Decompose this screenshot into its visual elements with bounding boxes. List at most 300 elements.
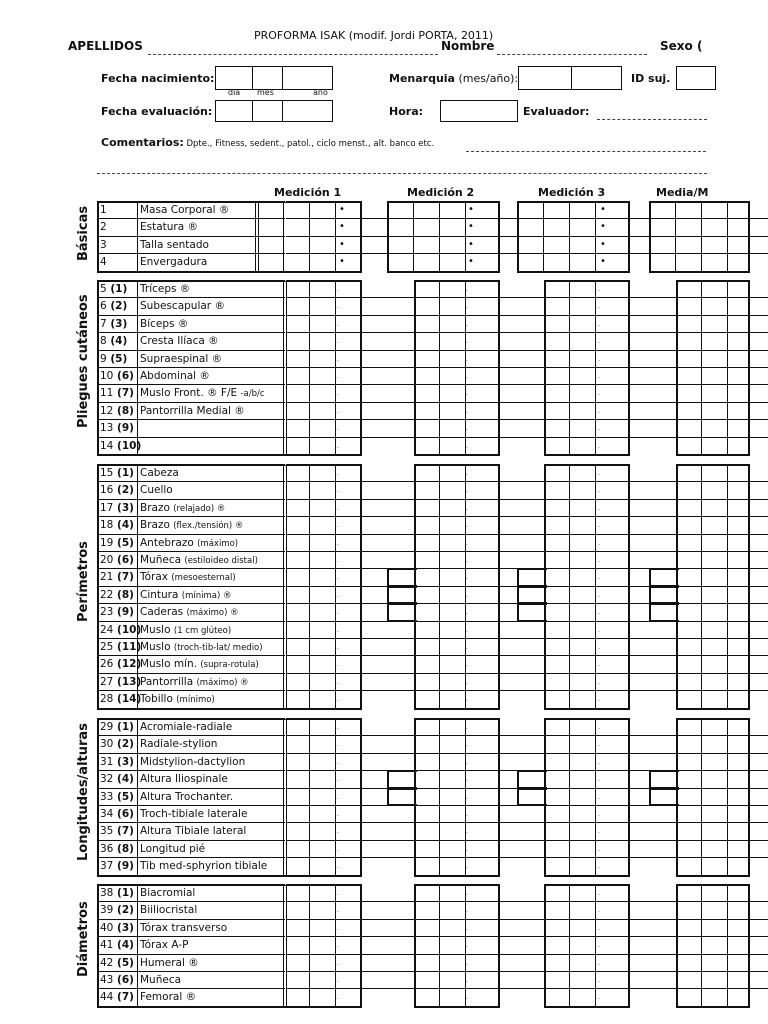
measure-label-34: Troch-tibiale laterale: [140, 808, 248, 820]
decimal-dot: .: [337, 845, 339, 853]
col-line: [283, 280, 284, 456]
decimal-dot: .: [598, 609, 600, 617]
decimal-dot: •: [339, 256, 345, 268]
row-number: 40 (3): [100, 921, 134, 934]
decimal-dot: .: [337, 811, 339, 818]
evaluador-field[interactable]: [597, 119, 707, 120]
row-number: 25 (11): [100, 641, 142, 653]
decimal-dot: .: [466, 724, 468, 731]
measure-label-31: Midstylion-dactylion: [140, 755, 246, 768]
decimal-dot: .: [466, 776, 468, 784]
decimal-dot: .: [466, 539, 468, 547]
measure-input-15[interactable]: [285, 464, 286, 465]
measure-label-15: Cabeza: [140, 467, 179, 479]
decimal-dot: .: [598, 574, 600, 582]
measure-input-35[interactable]: [285, 822, 286, 823]
measure-label-16: Cuello: [140, 484, 173, 497]
decimal-dot: .: [337, 977, 339, 984]
medicion-3-extra-cell[interactable]: [517, 586, 547, 604]
decimal-dot: .: [337, 741, 339, 749]
col-line: [569, 718, 570, 877]
section-title-3: Longitudes/alturas: [76, 723, 91, 862]
fecha-evaluacion-field[interactable]: [215, 100, 333, 122]
decimal-dot: .: [337, 373, 339, 380]
measure-input-17[interactable]: [285, 499, 286, 500]
measure-label-6: Subescapular ®: [140, 300, 225, 313]
col-line: [439, 718, 440, 877]
apellidos-field[interactable]: [148, 54, 438, 55]
measure-label-4: Envergadura: [140, 256, 208, 269]
medicion-3-extra-cell[interactable]: [517, 770, 547, 788]
row-number: 31 (3): [100, 755, 134, 768]
measure-label-25: Muslo (troch-tib-lat/ medio): [140, 641, 263, 653]
decimal-dot: .: [337, 793, 339, 801]
medicion-2-extra-cell[interactable]: [387, 586, 417, 604]
decimal-dot: .: [598, 407, 600, 415]
measure-input-2[interactable]: [285, 218, 286, 219]
decimal-dot: .: [598, 758, 600, 766]
decimal-dot: .: [466, 425, 468, 433]
decimal-dot: .: [598, 741, 600, 749]
decimal-dot: .: [466, 286, 468, 293]
measure-label-27: Pantorrilla (máximo) ®: [140, 675, 249, 688]
decimal-dot: .: [598, 661, 600, 669]
measure-input-40[interactable]: [285, 919, 286, 920]
decimal-dot: .: [598, 591, 600, 599]
medicion-3-block-1[interactable]: [544, 280, 630, 456]
media-block-3[interactable]: [676, 718, 750, 877]
row-number: 12 (8): [100, 404, 134, 417]
id-sujeto-label: ID suj.: [631, 72, 671, 85]
measure-label-21: Tórax (mesoesternal): [140, 571, 236, 584]
row-number: 41 (4): [100, 939, 134, 952]
decimal-dot: .: [598, 811, 600, 818]
measure-input-32[interactable]: [285, 770, 286, 771]
decimal-dot: .: [598, 959, 600, 967]
decimal-dot: .: [598, 373, 600, 380]
decimal-dot: .: [466, 890, 468, 897]
decimal-dot: .: [337, 320, 339, 328]
row-number: 17 (3): [100, 501, 134, 514]
measure-input-10[interactable]: [285, 367, 286, 368]
col-line: [283, 718, 284, 877]
decimal-dot: .: [466, 373, 468, 380]
measure-input-6[interactable]: [285, 297, 286, 298]
measure-label-9: Supraespinal ®: [140, 352, 223, 365]
col-line: [543, 201, 544, 273]
measure-input-29[interactable]: [285, 718, 286, 719]
measure-input-25[interactable]: [285, 638, 286, 639]
decimal-dot: .: [466, 994, 468, 1002]
measure-input-18[interactable]: [285, 516, 286, 517]
decimal-dot: .: [598, 338, 600, 346]
section-title-0: Básicas: [76, 205, 91, 261]
measure-label-43: Muñeca: [140, 974, 182, 986]
media-block-0[interactable]: [649, 201, 750, 273]
measure-label-41: Tórax A-P: [140, 939, 189, 952]
col-line: [569, 280, 570, 456]
measure-input-27[interactable]: [285, 673, 286, 674]
decimal-dot: .: [466, 338, 468, 346]
col-line: [701, 280, 702, 456]
media-extra-cell[interactable]: [649, 770, 679, 788]
nombre-field[interactable]: [497, 54, 647, 55]
sexo-label: Sexo (: [660, 39, 703, 53]
measure-input-4[interactable]: [285, 253, 286, 254]
menarquia-field[interactable]: [518, 66, 622, 90]
col-line: [727, 201, 728, 273]
decimal-dot: .: [466, 793, 468, 801]
separator-line: [97, 173, 707, 174]
decimal-dot: .: [598, 470, 600, 477]
measure-input-44[interactable]: [285, 988, 286, 989]
decimal-dot: .: [337, 890, 339, 897]
decimal-dot: •: [339, 221, 345, 233]
decimal-dot: .: [337, 758, 339, 766]
medicion-3-extra-cell[interactable]: [517, 603, 547, 621]
measure-label-22: Cintura (mínima) ®: [140, 588, 232, 601]
measure-input-1[interactable]: [285, 201, 286, 202]
medicion-2-header: Medición 2: [407, 186, 475, 199]
mes-label: mes: [257, 88, 274, 97]
decimal-dot: .: [337, 591, 339, 599]
measure-label-24: Muslo (1 cm glúteo): [140, 623, 232, 636]
medicion-2-block-0[interactable]: [387, 201, 500, 273]
decimal-dot: .: [598, 644, 600, 651]
fecha-evaluacion-label: Fecha evaluación:: [101, 105, 213, 118]
measure-input-13[interactable]: [285, 419, 286, 420]
decimal-dot: .: [598, 320, 600, 328]
media-header: Media/M: [656, 186, 709, 199]
decimal-dot: .: [598, 845, 600, 853]
decimal-dot: .: [598, 863, 600, 871]
decimal-dot: .: [598, 977, 600, 984]
comentarios-label: Comentarios: Dpte., Fitness, sedent., patol., ciclo menst., alt. banco etc.: [101, 136, 435, 149]
row-number: 36 (8): [100, 842, 134, 855]
decimal-dot: .: [598, 696, 600, 704]
decimal-dot: .: [598, 286, 600, 293]
medicion-2-extra-cell[interactable]: [387, 568, 417, 586]
measure-input-26[interactable]: [285, 655, 286, 656]
decimal-dot: .: [598, 942, 600, 950]
row-number: 9 (5): [100, 352, 128, 365]
decimal-dot: .: [466, 504, 468, 512]
decimal-dot: .: [337, 661, 339, 669]
measure-label-36: Longitud pié: [140, 842, 206, 855]
decimal-dot: .: [337, 696, 339, 704]
decimal-dot: .: [466, 942, 468, 950]
comentarios-field[interactable]: [466, 151, 706, 152]
decimal-dot: .: [598, 793, 600, 801]
row-number: 34 (6): [100, 808, 134, 820]
decimal-dot: .: [466, 907, 468, 915]
decimal-dot: .: [598, 425, 600, 433]
measure-input-7[interactable]: [285, 315, 286, 316]
decimal-dot: .: [466, 863, 468, 871]
decimal-dot: .: [466, 320, 468, 328]
decimal-dot: •: [600, 238, 606, 250]
col-line: [727, 718, 728, 877]
decimal-dot: .: [337, 924, 339, 932]
decimal-dot: .: [466, 609, 468, 617]
measure-input-14[interactable]: [285, 437, 286, 438]
decimal-dot: .: [337, 724, 339, 731]
measure-label-11: Muslo Front. ® F/E -a/b/c: [140, 387, 265, 400]
decimal-dot: .: [466, 758, 468, 766]
decimal-dot: .: [598, 442, 600, 450]
row-number: 2: [100, 221, 107, 234]
col-line: [439, 201, 440, 273]
medicion-2-block-1[interactable]: [414, 280, 500, 456]
ano-label: ano: [313, 88, 328, 97]
decimal-dot: .: [466, 977, 468, 984]
row-number: 24 (10): [100, 623, 142, 636]
decimal-dot: .: [466, 626, 468, 634]
decimal-dot: .: [337, 522, 339, 530]
measure-input-39[interactable]: [285, 901, 286, 902]
measure-label-44: Femoral ®: [140, 991, 197, 1004]
decimal-dot: .: [466, 303, 468, 311]
measure-input-33[interactable]: [285, 788, 286, 789]
measure-input-31[interactable]: [285, 753, 286, 754]
decimal-dot: •: [600, 256, 606, 268]
measure-input-11[interactable]: [285, 384, 286, 385]
row-number: 11 (7): [100, 387, 134, 400]
row-number: 23 (9): [100, 606, 134, 619]
decimal-dot: .: [598, 828, 600, 836]
measure-label-10: Abdominal ®: [140, 370, 210, 382]
measure-label-42: Humeral ®: [140, 956, 199, 969]
row-number: 20 (6): [100, 554, 134, 566]
medicion-3-extra-cell[interactable]: [517, 788, 547, 806]
decimal-dot: .: [598, 522, 600, 530]
section-title-1: Pliegues cutáneos: [76, 294, 91, 429]
measure-input-37[interactable]: [285, 857, 286, 858]
row-number: 1: [100, 204, 107, 216]
col-line: [465, 201, 466, 273]
measure-label-8: Cresta Ilíaca ®: [140, 335, 219, 348]
medicion-3-extra-cell[interactable]: [517, 568, 547, 586]
id-sujeto-field[interactable]: [676, 66, 716, 90]
measure-label-5: Tríceps ®: [140, 283, 191, 295]
col-line: [595, 718, 596, 877]
decimal-dot: .: [598, 890, 600, 897]
decimal-dot: .: [598, 390, 600, 398]
measure-input-24[interactable]: [285, 621, 286, 622]
decimal-dot: .: [466, 845, 468, 853]
row-number: 37 (9): [100, 860, 134, 873]
col-line: [335, 280, 336, 456]
decimal-dot: .: [466, 811, 468, 818]
decimal-dot: .: [598, 907, 600, 915]
measure-input-34[interactable]: [285, 805, 286, 806]
col-line: [335, 201, 336, 273]
decimal-dot: .: [337, 487, 339, 495]
decimal-dot: .: [337, 828, 339, 836]
decimal-dot: .: [337, 557, 339, 564]
medicion-3-block-3[interactable]: [544, 718, 630, 877]
decimal-dot: .: [466, 591, 468, 599]
row-number: 16 (2): [100, 484, 134, 497]
decimal-dot: .: [337, 286, 339, 293]
col-line: [569, 201, 570, 273]
measure-input-5[interactable]: [285, 280, 286, 281]
dia-label: dia: [228, 88, 241, 97]
row-line: [97, 437, 768, 438]
evaluador-label: Evaluador:: [523, 105, 590, 118]
decimal-dot: .: [466, 487, 468, 495]
decimal-dot: •: [339, 238, 345, 250]
col-line: [309, 201, 310, 273]
decimal-dot: .: [337, 626, 339, 634]
col-line: [413, 201, 414, 273]
col-line: [595, 280, 596, 456]
row-number: 29 (1): [100, 721, 134, 733]
measure-input-8[interactable]: [285, 332, 286, 333]
row-number: 39 (2): [100, 904, 134, 917]
measure-input-42[interactable]: [285, 954, 286, 955]
measure-label-18: Brazo (flex./tensión) ®: [140, 519, 244, 532]
col-line: [595, 201, 596, 273]
measure-input-12[interactable]: [285, 402, 286, 403]
decimal-dot: .: [466, 557, 468, 564]
row-number: 22 (8): [100, 588, 134, 601]
decimal-dot: .: [466, 661, 468, 669]
row-number: 42 (5): [100, 956, 134, 969]
decimal-dot: .: [466, 828, 468, 836]
medicion-2-block-3[interactable]: [414, 718, 500, 877]
col-line: [286, 718, 287, 877]
measure-input-38[interactable]: [285, 884, 286, 885]
decimal-dot: .: [466, 522, 468, 530]
row-number: 15 (1): [100, 467, 134, 479]
col-line: [309, 280, 310, 456]
media-extra-cell[interactable]: [649, 788, 679, 806]
fecha-nacimiento-field[interactable]: [215, 66, 333, 90]
row-number: 33 (5): [100, 790, 134, 803]
row-number: 21 (7): [100, 571, 134, 584]
col-line: [309, 718, 310, 877]
measure-input-21[interactable]: [285, 568, 286, 569]
media-extra-cell[interactable]: [649, 568, 679, 586]
measure-input-16[interactable]: [285, 481, 286, 482]
decimal-dot: .: [337, 776, 339, 784]
decimal-dot: .: [598, 678, 600, 686]
measure-label-39: Biiliocristal: [140, 904, 198, 917]
measure-input-41[interactable]: [285, 936, 286, 937]
hora-label: Hora:: [389, 105, 424, 118]
decimal-dot: .: [337, 355, 339, 363]
decimal-dot: .: [337, 407, 339, 415]
medicion-2-extra-cell[interactable]: [387, 770, 417, 788]
row-number: 38 (1): [100, 887, 134, 899]
decimal-dot: •: [468, 256, 474, 268]
measure-label-20: Muñeca (estiloideo distal): [140, 554, 258, 566]
col-line: [335, 718, 336, 877]
row-number: 13 (9): [100, 422, 134, 435]
measure-label-35: Altura Tibiale lateral: [140, 825, 247, 838]
decimal-dot: .: [466, 390, 468, 398]
measure-input-30[interactable]: [285, 735, 286, 736]
row-number: 35 (7): [100, 825, 134, 838]
decimal-dot: .: [337, 863, 339, 871]
decimal-dot: .: [337, 994, 339, 1002]
row-number: 27 (13): [100, 675, 142, 688]
decimal-dot: .: [337, 539, 339, 547]
measure-input-20[interactable]: [285, 551, 286, 552]
col-line: [439, 280, 440, 456]
decimal-dot: .: [466, 470, 468, 477]
hora-field[interactable]: [440, 100, 518, 122]
media-extra-cell[interactable]: [649, 586, 679, 604]
measure-label-40: Tórax transverso: [140, 921, 228, 934]
decimal-dot: .: [466, 407, 468, 415]
col-line: [701, 718, 702, 877]
decimal-dot: .: [466, 442, 468, 450]
decimal-dot: .: [598, 626, 600, 634]
row-number: 8 (4): [100, 335, 128, 348]
row-number: 44 (7): [100, 991, 134, 1004]
measure-input-23[interactable]: [285, 603, 286, 604]
measure-input-36[interactable]: [285, 840, 286, 841]
row-number: 5 (1): [100, 283, 128, 295]
measure-label-37: Tib med-sphyrion tibiale: [140, 860, 268, 873]
decimal-dot: .: [337, 338, 339, 346]
decimal-dot: .: [466, 574, 468, 582]
decimal-dot: .: [598, 487, 600, 495]
decimal-dot: .: [598, 557, 600, 564]
measure-input-28[interactable]: [285, 690, 286, 691]
measure-input-19[interactable]: [285, 534, 286, 535]
measure-label-32: Altura Iliospinale: [140, 773, 228, 786]
row-number: 30 (2): [100, 738, 134, 751]
decimal-dot: .: [466, 924, 468, 932]
decimal-dot: .: [598, 924, 600, 932]
decimal-dot: •: [600, 204, 606, 215]
measure-label-30: Radiale-stylion: [140, 738, 218, 751]
measure-input-22[interactable]: [285, 586, 286, 587]
row-number: 32 (4): [100, 773, 134, 786]
decimal-dot: .: [337, 442, 339, 450]
medicion-1-header: Medición 1: [274, 186, 342, 199]
media-extra-cell[interactable]: [649, 603, 679, 621]
decimal-dot: .: [598, 303, 600, 311]
measure-input-43[interactable]: [285, 971, 286, 972]
row-number: 28 (14): [100, 693, 142, 706]
measure-label-1: Masa Corporal ®: [140, 204, 230, 216]
measure-input-3[interactable]: [285, 236, 286, 237]
medicion-2-extra-cell[interactable]: [387, 788, 417, 806]
decimal-dot: .: [466, 678, 468, 686]
measure-input-9[interactable]: [285, 350, 286, 351]
medicion-2-extra-cell[interactable]: [387, 603, 417, 621]
decimal-dot: •: [468, 204, 474, 215]
measure-label-7: Bíceps ®: [140, 317, 189, 330]
decimal-dot: .: [466, 696, 468, 704]
media-block-1[interactable]: [676, 280, 750, 456]
decimal-dot: .: [466, 741, 468, 749]
decimal-dot: .: [337, 644, 339, 651]
row-number: 18 (4): [100, 519, 134, 532]
medicion-3-block-0[interactable]: [517, 201, 630, 273]
section-title-2: Perímetros: [76, 540, 91, 622]
row-number: 7 (3): [100, 317, 128, 330]
fecha-nacimiento-label: Fecha nacimiento:: [101, 72, 215, 85]
decimal-dot: .: [466, 959, 468, 967]
row-number: 14 (10): [100, 439, 142, 452]
decimal-dot: •: [468, 238, 474, 250]
row-number: 6 (2): [100, 300, 128, 313]
